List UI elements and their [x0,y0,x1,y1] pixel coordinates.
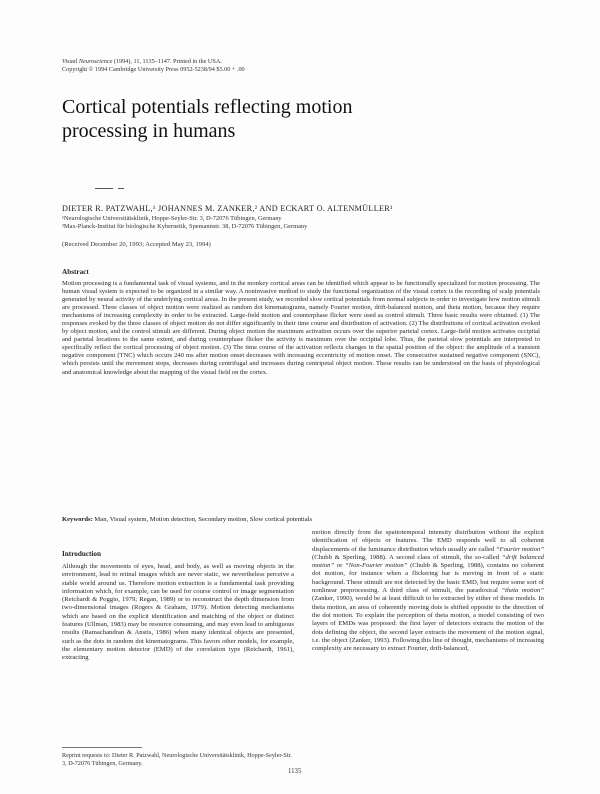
citation-details: (1994), 11, 1135–1147. Printed in the USA. [112,58,222,65]
author-list: DIETER R. PATZWAHL,¹ JOHANNES M. ZANKER,² AND ECKART O. ALTENMÜLLER¹ [62,204,393,213]
abstract-heading: Abstract [62,268,89,276]
copyright-line: Copyright © 1994 Cambridge University Press 0952-5238/94 $5.00 + .00 [62,66,245,73]
journal-citation [62,58,222,66]
title-divider-dot [118,188,124,189]
keywords-label: Keywords: [62,516,93,523]
keywords [62,516,540,523]
article-title [62,95,422,143]
keywords-list: Man, Visual system, Motion detection, Secondary motion, Slow cortical potentials [92,516,313,523]
journal-name: Visual Neuroscience [62,58,113,65]
abstract-text: Motion processing is a fundamental task of visual systems, and in the monkey cortical areas can be identified which appear to be functionally specialized for motion processing. The human visual system is expected to be organized in a similar way. A noninvasive method to study the functional organization of the visual cortex is the recording of scalp potentials generated by neural activity of the underlying cortical areas. In the present study, we recorded slow cortical potentials from normal subjects in order to investigate how motion stimuli are processed. Three classes of object motion were realized as random dot kinematograms, namely Fourier motion, drift-balanced motion, and theta motion, because they require mechanisms of increasing complexity in order to be extracted. Large-field motion and counterphase flicker were used as control stimuli. Three basic results were obtained. (1) The responses evoked by the three classes of object motion do not differ significantly in their time course and distribution of activation. (2) The distributions of cortical activation evoked by object motion, and the control stimuli are different. During object motion the maximum activation occurs over the superior parietal cortex. Large-field motion activates occipital and parietal locations to the same extent, and during counterphase flicker the activity is maximum over the occipital lobe. Thus, the parietal slow potentials are interpreted to specifically reflect the cortical processing of object motion. (3) The time course of the activation reflects changes in the spatial position of the object: the amplitude of a transient negative component (TNC) which occurs 240 ms after motion onset decreases with increasing eccentricity of motion onset. The consecutive sustained negative component (SNC), which persists until the movement stops, decreases during centrifugal and increases during centripetal object motion. These results can be understood on the basis of physiological and anatomical knowledge about the mapping of the visual field on the cortex. [62,280,540,376]
intro-right-column: motion directly from the spatiotemporal intensity distribution without the explicit identification of objects or features. The EMD responds well to all coherent displacements of the luminance distribution which usually are called “Fourier motion” (Chubb & Sperling, 1988). A second class of stimuli, the so-called “drift balanced motion” or “Non-Fourier motion” (Chubb & Sperling, 1988), contains no coherent dot motion, for instance when a flickering bar is moving in front of a static background. These stimuli are not detected by the basic EMD, but require some sort of nonlinear preprocessing. A third class of stimuli, the paradoxical “theta motion” (Zanker, 1990), would be at least difficult to be extracted by either of these models. In theta motion, an area of coherently moving dots is shifted opposite to the direction of the dot motion. To explain the perception of theta motion, a model consisting of two layers of EMDs was proposed: the first layer of detectors extracts the motion of the dots defining the object, the second layer extracts the movement of the motion signal, i.e. the object (Zanker, 1993). Following this line of thought, mechanisms of increasing complexity are necessary to extract Fourier, drift-balanced, [312,529,545,653]
affiliation-2: ²Max-Planck-Institut für biologische Kybernetik, Spemannstr. 38, D-72076 Tübingen, Germany [62,223,308,230]
term-fourier-motion: “Fourier motion” [495,545,545,553]
title-line-1: Cortical potentials reflecting motion [62,96,353,118]
page-number: 1135 [288,768,302,775]
affiliation-1: ¹Neurologische Universitätsklinik, Hoppe-Seyler-Str. 3, D-72076 Tübingen, Germany [62,215,282,222]
footnote-rule [62,747,142,748]
title-divider [95,188,113,189]
term-theta-motion: “theta motion” [501,587,544,595]
reprint-footnote: Reprint requests to: Dieter R. Patzwahl, Neurologische Universitätsklinik, Hoppe-Seyler-Str. 3, D-72076 Tübingen, Germany. [62,752,292,767]
intro-left-column: Although the movements of eyes, head, and body, as well as moving objects in the environment, lead to retinal images which are never static, we nevertheless perceive a stable world around us. Therefore motion extraction is a fundamental task providing information which, for example, can be used for course control or image segmentation (Reichardt & Poggio, 1979; Regan, 1989) or to reconstruct the depth dimension from two-dimensional images (Rogers & Graham, 1979). Motion detecting mechanisms which are based on the explicit identification and matching of the object or distinct features (Ullman, 1983) may be resource consuming, and may even lead to ambiguous results (Ramachandran & Anstis, 1986) when many identical objects are presented, such as the dots in random dot kinematograms. This favors other models, for example, the elementary motion detector (EMD) of the correlation type (Reichardt, 1961), extracting [62,563,294,662]
title-line-2: processing in humans [62,120,236,142]
term-non-fourier: “Non-Fourier motion” [344,562,408,570]
term-drift-balanced: “drift balanced motion” [312,553,544,570]
introduction-heading: Introduction [62,550,102,558]
received-dates: (Received December 20, 1993; Accepted May 23, 1994) [62,241,211,248]
